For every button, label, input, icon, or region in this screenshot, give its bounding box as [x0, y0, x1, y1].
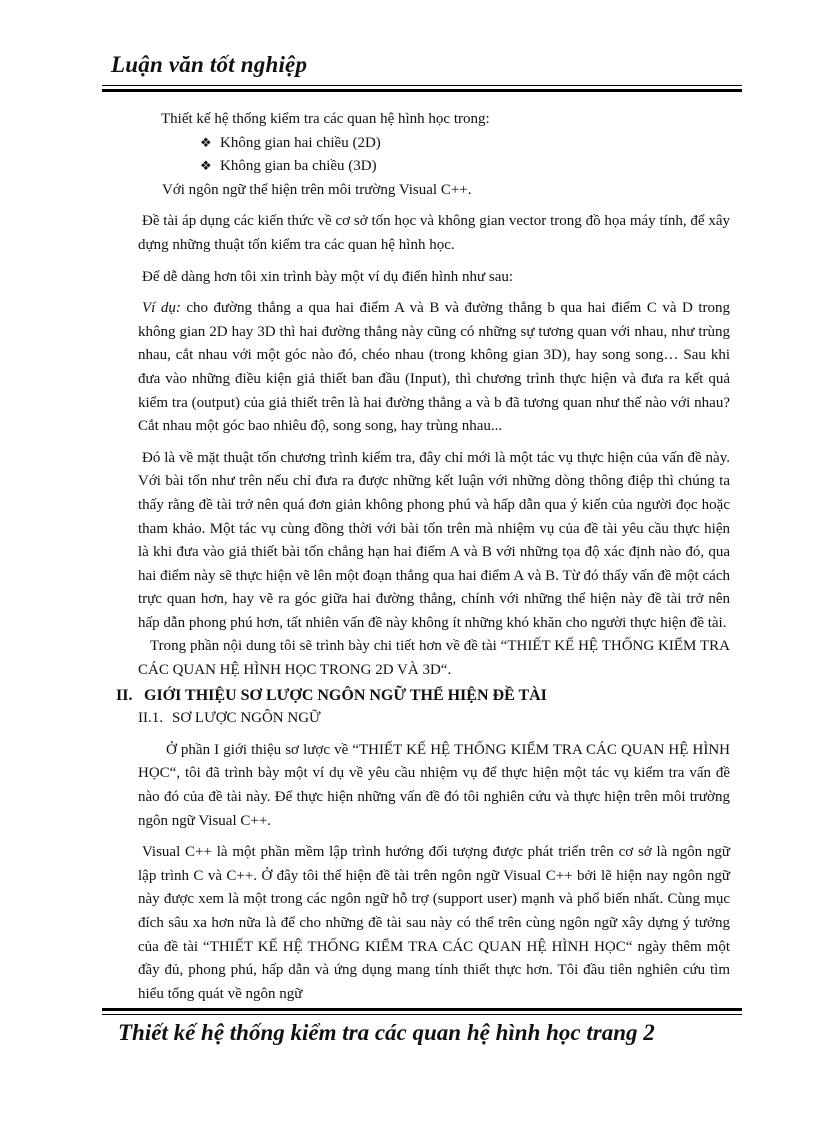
header-rule-thin [102, 85, 742, 86]
bullet-text: Không gian ba chiều (3D) [220, 158, 377, 175]
section-paragraph-1: Ở phần I giới thiệu sơ lược về “THIẾT KẾ HỆ THỐNG KIỂM TRA CÁC QUAN HỆ HÌNH HỌC“, tôi đã trình bày một ví dụ về yêu cầu nhiệm vụ để thực hiện một tác vụ kiểm tra vấn đề nào đó của đề tài này. Để thực hiện những vấn đề đó tôi nghiên cứu và thực hiện trên môi trường ngôn ngữ Visual C++. [138, 741, 730, 829]
footer-rule-thick [102, 1008, 742, 1011]
diamond-bullet-icon: ❖ [200, 159, 212, 175]
section-paragraph-2: Visual C++ là một phần mềm lập trình hướng đối tượng được phát triển trên cơ sở là ngôn ngữ lập trình C và C++. Ở đây tôi thể hiện đề tài trên ngôn ngữ Visual C++ bởi lẽ hiện nay ngôn ngữ này được xem là một trong các ngôn ngữ hỗ trợ (support user) mạnh và phổ biến nhất. Cùng mục đích sâu xa hơn nữa là để cho những đề tài sau này có thể trên cùng ngôn ngữ xây dựng ý tưởng của đề tài “THIẾT KẾ HỆ THỐNG KIỂM TRA CÁC QUAN HỆ HÌNH HỌC“ ngày thêm một đầy đủ, phong phú, hấp dẫn và ứng dụng mang tính thiết thực hơn. Tôi đầu tiên nghiên cứu tìm hiểu tổng quát về ngôn ngữ [138, 844, 730, 1002]
example-paragraph [138, 297, 730, 439]
bullet-item-3d [138, 155, 730, 179]
paragraph-3: Đó là về mặt thuật tốn chương trình kiểm tra, đây chỉ mới là một tác vụ thực hiện của vấn đề này. Với bài tốn như trên nếu chỉ đưa ra được những kết luận với những dòng thông điệp thì chúng ta thấy rằng đề tài trở nên quá đơn giản không phong phú và hấp dẫn qua ý kiến của người đọc hoặc tham khảo. Một tác vụ cùng đồng thời với bài tốn trên mà nhiệm vụ của đề tài yêu cầu thực hiện là khi đưa vào giả thiết bài tốn chẳng hạn hai điểm A và B với những tọa độ xác định nào đó, qua hai điểm này sẽ thực hiện vẽ lên một đoạn thẳng qua hai điểm A và B. Từ đó thấy vấn đề một cách trực quan hơn, hay vẽ ra góc giữa hai đường thẳng, chính với những thể hiện này đề tài trở nên hấp dẫn phong phú hơn, tất nhiên vấn đề này không ít những khó khăn cho người thực hiện đề tài. [138, 449, 730, 631]
footer-title: Thiết kế hệ thống kiểm tra các quan hệ hình học trang 2 [118, 1020, 655, 1045]
subsection-heading [138, 707, 730, 731]
section-number: II. [116, 686, 133, 704]
page-body [116, 108, 730, 1006]
diamond-bullet-icon: ❖ [200, 135, 212, 151]
paragraph-4: Trong phần nội dung tôi sẽ trình bày chi tiết hơn về đề tài “THIẾT KẾ HỆ THỐNG KIỂM TRA CÁC QUAN HỆ HÌNH HỌC TRONG 2D VÀ 3D“. [138, 638, 730, 679]
intro-lead: Thiết kế hệ thống kiểm tra các quan hệ hình học trong: [161, 111, 490, 127]
paragraph-2: Để dễ dàng hơn tôi xin trình bày một ví dụ điển hình như sau: [142, 268, 514, 285]
header-rule-thick [102, 89, 742, 92]
paragraph-1: Đề tài áp dụng các kiến thức về cơ sở tốn học và không gian vector trong đồ họa máy tính, để xây dựng những thuật tốn kiểm tra các quan hệ hình học. [138, 213, 730, 253]
footer-rule-thin [102, 1014, 742, 1015]
subsection-title: SƠ LƯỢC NGÔN NGỮ [172, 710, 321, 727]
section-heading [116, 684, 730, 708]
section-title: GIỚI THIỆU SƠ LƯỢC NGÔN NGỮ THỂ HIỆN ĐỀ TÀI [144, 686, 547, 704]
bullet-item-2d [138, 132, 730, 156]
header-title: Luận văn tốt nghiệp [111, 52, 308, 77]
example-label: Ví dụ: [142, 300, 181, 317]
intro-language: Với ngôn ngữ thể hiện trên môi trường Visual C++. [162, 181, 472, 198]
bullet-text: Không gian hai chiều (2D) [220, 134, 381, 151]
subsection-number: II.1. [138, 710, 163, 727]
example-text: cho đường thẳng a qua hai điểm A và B và đường thẳng b qua hai điểm C và D trong không gian 2D hay 3D thì hai đường thẳng này cũng có những sự tương quan với nhau, như trùng nhau, cắt nhau với một góc nào đó, chéo nhau (trong không gian 3D), hay song song… Sau khi đưa vào những điều kiện giả thiết ban đầu (Input), thì chương trình thực hiện và đưa ra kết quả kiểm tra (output) của giả thiết trên là hai đường thẳng a và b đã tương quan như thế nào với nhau? Cắt nhau một góc bao nhiêu độ, song song, hay trùng nhau... [138, 300, 730, 435]
